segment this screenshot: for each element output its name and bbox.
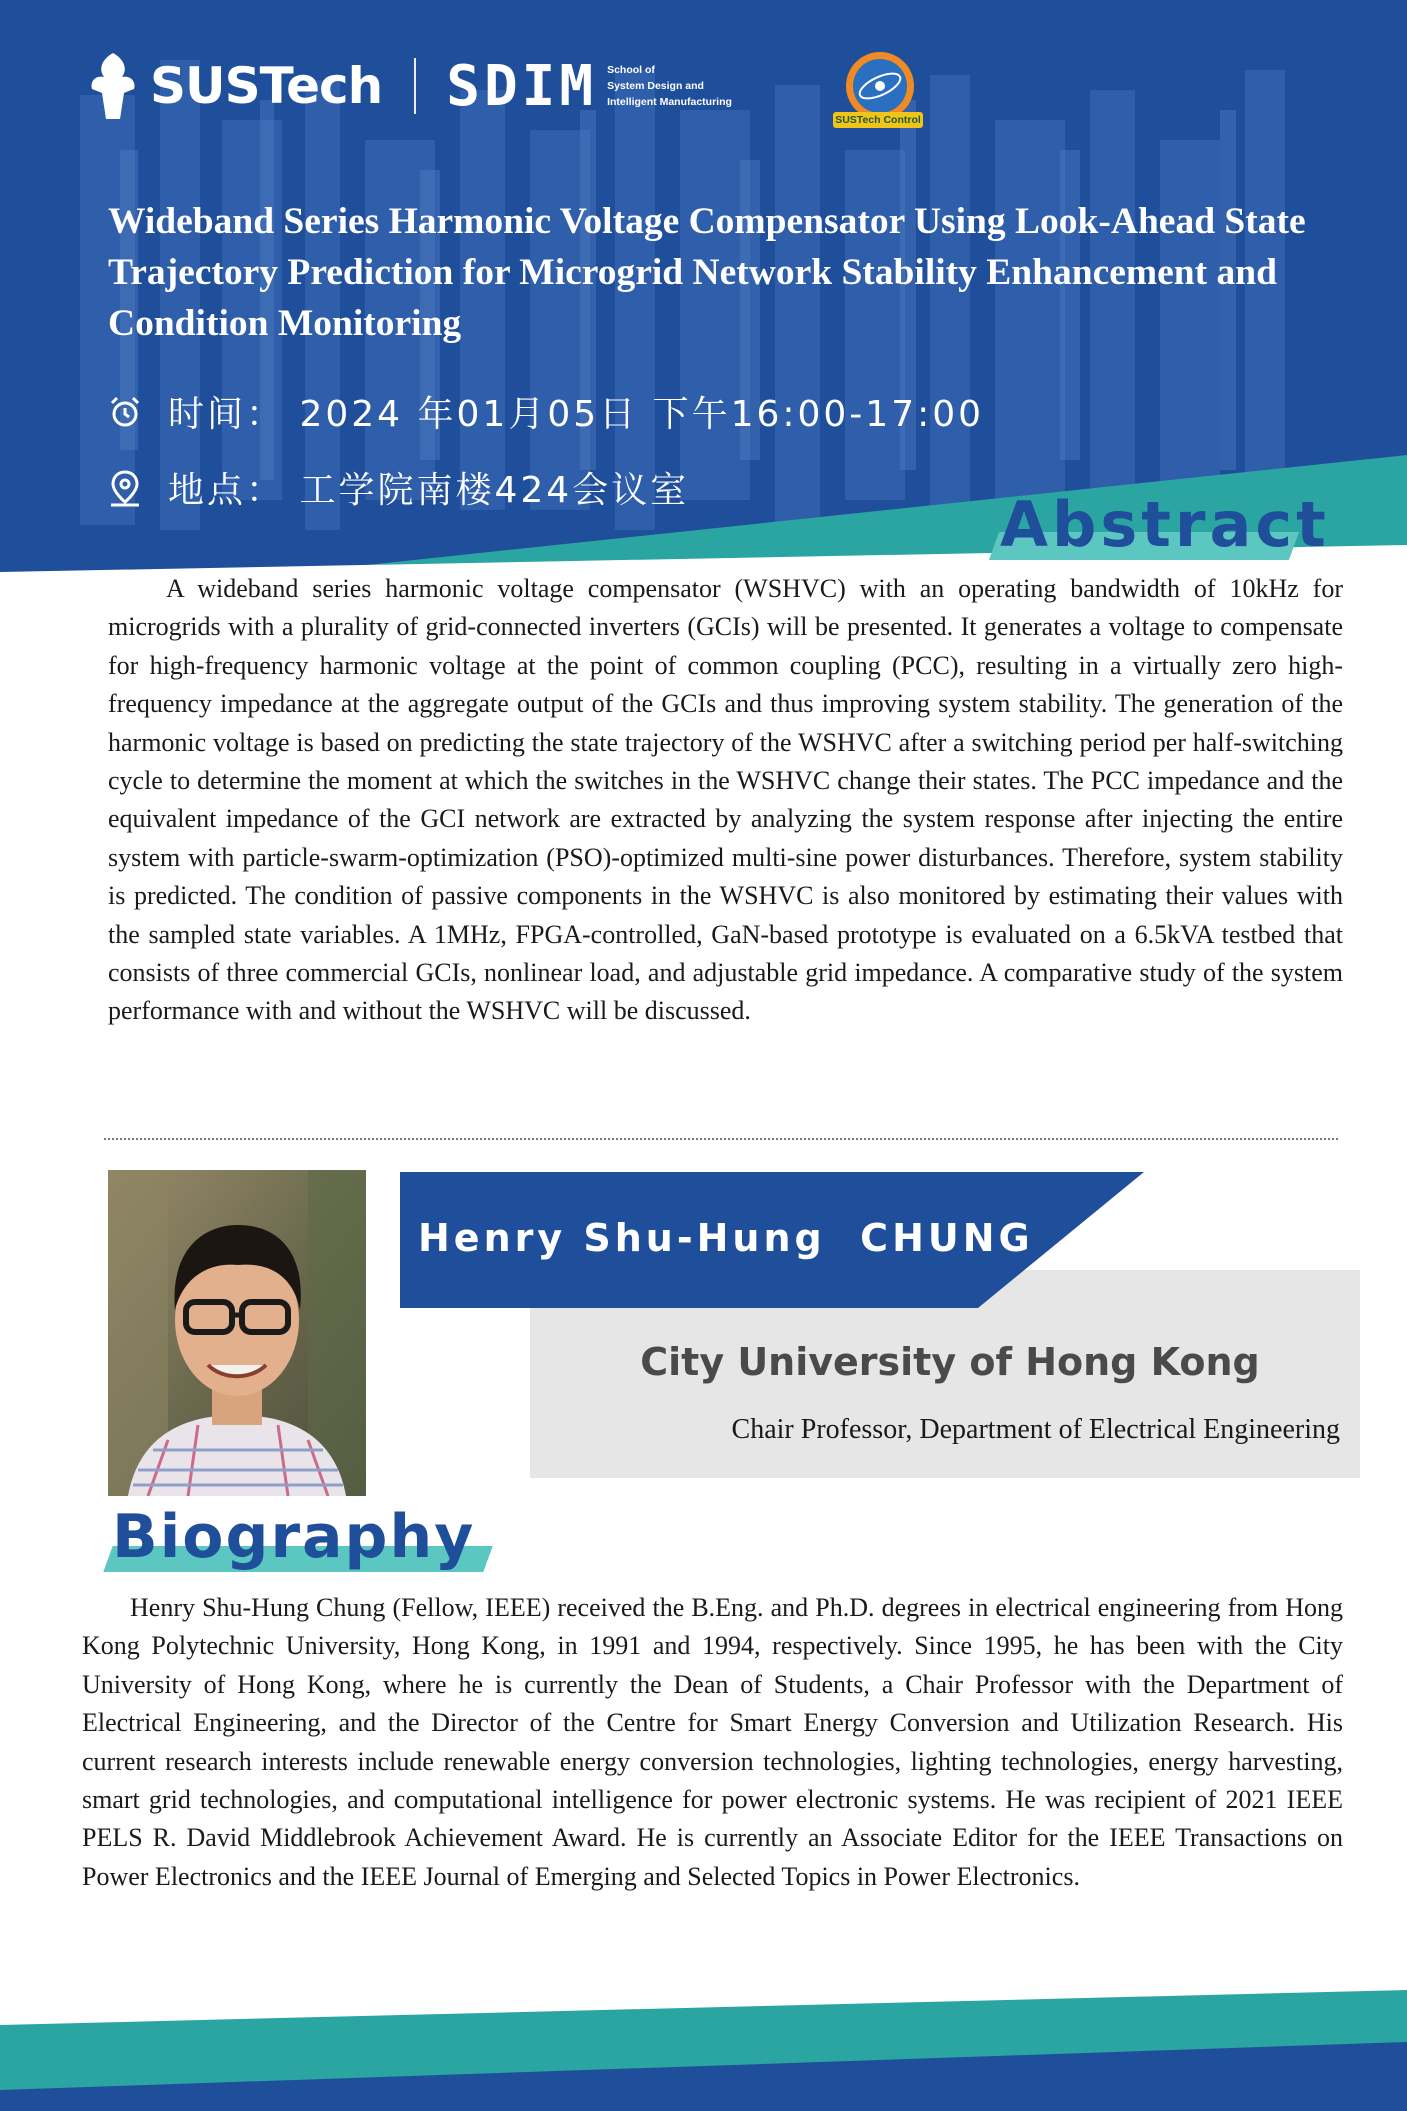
talk-title: Wideband Series Harmonic Voltage Compensator Using Look-Ahead State Trajectory Prediction for Microgrid Network Stability Enhancement and Condition Monitoring [108,201,1306,344]
abstract-heading-text: Abstract [1000,488,1330,561]
sdim-subtitle-line: School of [607,64,655,76]
biography-heading [112,1502,475,1572]
speaker-photo [108,1170,366,1496]
speaker-portrait-image [108,1170,366,1496]
speaker-position: Chair Professor, Department of Electrical Engineering [731,1414,1340,1445]
sdim-subtitle-line: Intelligent Manufacturing [607,96,732,108]
speaker-name: Henry Shu-Hung CHUNG [418,1216,1034,1260]
speaker-organization: City University of Hong Kong [640,1340,1260,1384]
abstract-text: A wideband series harmonic voltage compensator (WSHVC) with an operating bandwidth of 10kHz for microgrids with a plurality of grid-connected inverters (GCIs) will be presented. It generates a voltage to compensate for high-frequency harmonic voltage at the point of common coupling (PCC), resulting in a virtually zero high-frequency impedance at the aggregate output of the GCIs and thus improving system stability. The generation of the harmonic voltage is based on predicting the state trajectory of the WSHVC after a switching period per half-switching cycle to determine the moment at which the switches in the WSHVC change their states. The PCC impedance and the equivalent impedance of the GCI network are extracted by analyzing the system response after injecting the entire system with particle-swarm-optimization (PSO)-optimized multi-sine power disturbances. Therefore, system stability is predicted. The condition of passive components in the WSHVC is also monitored by estimating their values with the sampled state variables. A 1MHz, FPGA-controlled, GaN-based prototype is evaluated on a 6.5kVA testbed that consists of three commercial GCIs, nonlinear load, and adjustable grid impedance. A comparative study of the system performance with and without the WSHVC will be discussed. [108,574,1343,1026]
sustech-torch-icon [84,49,142,123]
alarm-clock-icon [108,395,142,429]
location-pin-icon [108,469,142,507]
sdim-logo-subtitle [607,62,732,110]
logo-row [84,46,732,126]
sustech-control-logo-label: SUSTech Control [833,112,923,128]
biography-text: Henry Shu-Hung Chung (Fellow, IEEE) received the B.Eng. and Ph.D. degrees in electrical engineering from Hong Kong Polytechnic University, Hong Kong, in 1991 and 1994, respectively. Since 1995, he has been with the City University of Hong Kong, where he is currently the Dean of Students, a Chair Professor with the Department of Electrical Engineering, and the Director of the Centre for Smart Energy Conversion and Utilization Research. His current research interests include renewable energy conversion technologies, lighting technologies, energy harvesting, smart grid technologies, and computational intelligence for power electronic systems. He was recipient of 2021 IEEE PELS R. David Middlebrook Achievement Award. He is currently an Associate Editor for the IEEE Transactions on Power Electronics and the IEEE Journal of Emerging and Selected Topics in Power Electronics. [82,1593,1343,1891]
talk-time [108,386,984,437]
sdim-logo-mark: SDIM [446,53,598,119]
logo-divider [414,58,416,114]
sustech-logo-text: SUSTech [150,57,383,115]
biography-heading-text: Biography [112,1502,476,1572]
sdim-subtitle-line: System Design and [607,80,704,92]
abstract-heading [1000,488,1330,561]
talk-location [108,462,689,513]
talk-time-text: 时间： 2024 年01月05日 下午16:00-17:00 [168,394,985,435]
footer-band [0,1960,1407,2111]
talk-location-text: 地点： 工学院南楼424会议室 [168,470,690,511]
section-divider [104,1138,1338,1140]
